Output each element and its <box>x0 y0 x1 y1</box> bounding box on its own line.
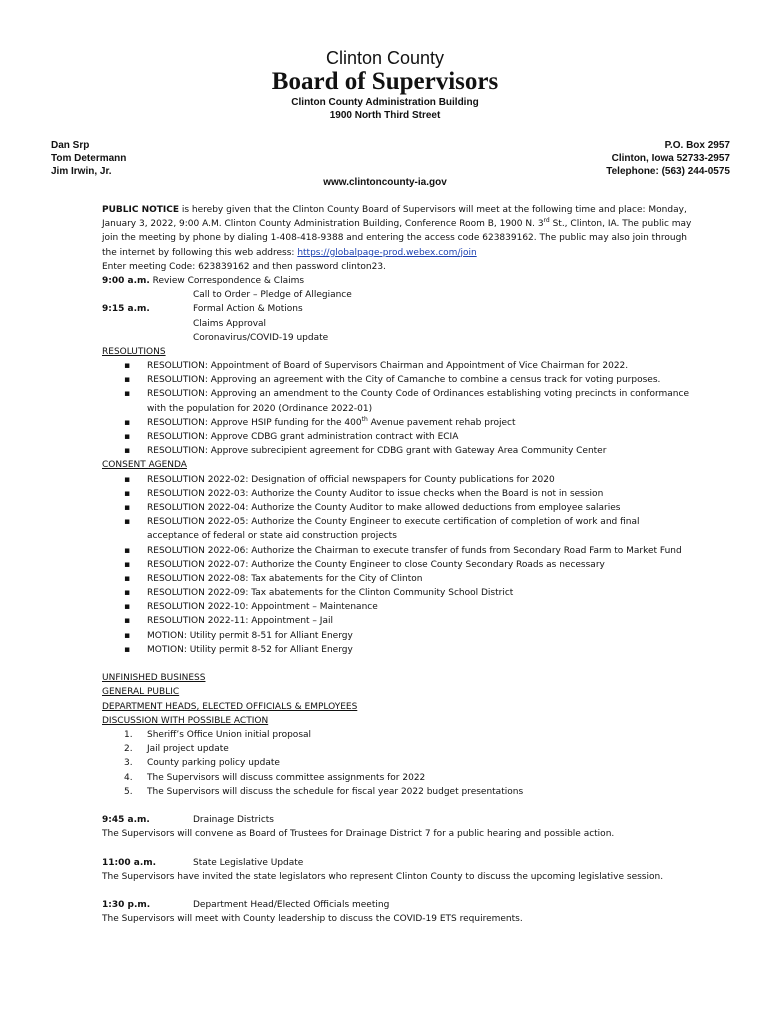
agenda-body <box>102 203 722 927</box>
list-item: ▪ MOTION: Utility permit 8-52 for Alliant Energy <box>102 643 722 657</box>
drainage-desc: The Supervisors will convene as Board of Trustees for Drainage District 7 for a public hearing and possible action. <box>102 829 615 840</box>
list-item: ▪ RESOLUTION: Approve subrecipient agreement for CDBG grant with Gateway Area Community Center <box>102 444 722 458</box>
list-item: ▪ RESOLUTION 2022-09: Tax abatements for the Clinton Community School District <box>102 586 722 600</box>
member-name: Tom Determann <box>51 153 127 164</box>
bullet-icon: ▪ <box>124 432 131 442</box>
list-item: 5. The Supervisors will discuss the schedule for fiscal year 2022 budget presentations <box>124 786 524 797</box>
bullet-icon: ▪ <box>124 588 131 599</box>
list-item: ▪ RESOLUTION 2022-11: Appointment – Jail <box>102 614 722 628</box>
list-item: ▪ RESOLUTION: Approving an amendment to the County Code of Ordinances establishing voting precincts in conformance <box>102 387 722 401</box>
schedule-claims: Claims Approval <box>193 318 267 329</box>
bullet-icon: ▪ <box>124 502 131 513</box>
list-item: ▪ RESOLUTION 2022-08: Tax abatements for the City of Clinton <box>102 572 722 586</box>
supervisor-list <box>51 139 126 178</box>
bullet-icon: ▪ <box>124 517 131 528</box>
notice-line: the internet by following this web address: https://globalpage-prod.webex.com/join <box>102 247 477 258</box>
bullet-icon: ▪ <box>124 361 131 372</box>
list-item-continued: acceptance of federal or state aid construction projects <box>147 531 397 542</box>
bullet-icon: ▪ <box>124 389 131 400</box>
bullet-icon: ▪ <box>124 644 131 655</box>
dept-heads-heading: DEPARTMENT HEADS, ELECTED OFFICIALS & EMPLOYEES <box>102 701 358 712</box>
bullet-icon: ▪ <box>124 573 131 584</box>
bullet-icon: ▪ <box>124 630 131 641</box>
member-name: Dan Srp <box>51 140 90 151</box>
list-item: ▪ RESOLUTION 2022-05: Authorize the County Engineer to execute certification of completion of work and final <box>102 515 722 529</box>
list-item: ▪ RESOLUTION: Approve HSIP funding for the 400th Avenue pavement rehab project <box>102 416 722 430</box>
list-item: ▪ RESOLUTION 2022-03: Authorize the County Auditor to issue checks when the Board is not in session <box>102 487 722 501</box>
resolutions-heading: RESOLUTIONS <box>102 346 166 357</box>
list-item-continued: with the population for 2020 (Ordinance 2022-01) <box>147 403 373 414</box>
list-item: ▪ RESOLUTION 2022-07: Authorize the County Engineer to close County Secondary Roads as necessary <box>102 558 722 572</box>
legislative-desc: The Supervisors have invited the state legislators who represent Clinton County to discuss the upcoming legislative session. <box>102 871 664 882</box>
notice-line: join the meeting by phone by dialing 1-408-418-9388 and entering the access code 623839162. The public may also join through <box>102 233 688 244</box>
list-item: ▪ RESOLUTION 2022-10: Appointment – Maintenance <box>102 600 722 614</box>
schedule-945: 9:45 a.m. Drainage Districts <box>102 815 274 826</box>
bullet-icon: ▪ <box>124 446 131 457</box>
schedule-915: 9:15 a.m. Formal Action & Motions <box>102 304 303 315</box>
list-item: ▪ MOTION: Utility permit 8-51 for Alliant Energy <box>102 629 722 643</box>
notice-line: January 3, 2022, 9:00 A.M. Clinton County Administration Building, Conference Room B, 1900 N. 3rd St., Clinton, IA. The public may <box>102 217 692 230</box>
list-item: ▪ RESOLUTION 2022-02: Designation of official newspapers for County publications for 2020 <box>102 473 722 487</box>
list-item: 3. County parking policy update <box>124 758 280 769</box>
dept-meeting-desc: The Supervisors will meet with County leadership to discuss the COVID-19 ETS requirements. <box>102 914 523 925</box>
schedule-call: Call to Order – Pledge of Allegiance <box>193 290 352 301</box>
discussion-heading: DISCUSSION WITH POSSIBLE ACTION <box>102 715 269 726</box>
website: www.clintoncounty-ia.gov <box>323 177 447 188</box>
consent-heading: CONSENT AGENDA <box>102 460 187 471</box>
street-address: 1900 North Third Street <box>329 110 441 121</box>
bullet-icon: ▪ <box>124 417 131 428</box>
list-item: 4. The Supervisors will discuss committee assignments for 2022 <box>124 772 426 783</box>
list-item: ▪ RESOLUTION 2022-04: Authorize the County Auditor to make allowed deductions from employee salaries <box>102 501 722 515</box>
list-item: 2. Jail project update <box>124 744 229 755</box>
contact-block <box>606 139 730 178</box>
schedule-1100: 11:00 a.m. State Legislative Update <box>102 857 304 868</box>
bullet-icon: ▪ <box>124 559 131 570</box>
list-item: ▪ RESOLUTION: Approve CDBG grant administration contract with ECIA <box>102 430 722 444</box>
webex-link[interactable]: https://globalpage-prod.webex.com/join <box>297 247 477 258</box>
bullet-icon: ▪ <box>124 602 131 613</box>
meeting-code: Enter meeting Code: 623839162 and then password clinton23. <box>102 261 386 272</box>
member-name: Jim Irwin, Jr. <box>51 166 112 177</box>
bullet-icon: ▪ <box>124 375 131 386</box>
board-title: Board of Supervisors <box>271 68 499 95</box>
notice-lead: PUBLIC NOTICE <box>102 205 180 215</box>
bullet-icon: ▪ <box>124 616 131 627</box>
telephone: Telephone: (563) 244-0575 <box>606 166 730 177</box>
city-zip: Clinton, Iowa 52733-2957 <box>611 153 730 164</box>
county-name: Clinton County <box>325 48 445 68</box>
list-item: ▪ RESOLUTION: Appointment of Board of Supervisors Chairman and Appointment of Vice Chairman for 2022. <box>102 359 722 373</box>
general-public-heading: GENERAL PUBLIC <box>102 687 180 698</box>
unfinished-heading: UNFINISHED BUSINESS <box>102 673 206 684</box>
building-name: Clinton County Administration Building <box>291 97 479 108</box>
schedule-900: 9:00 a.m. Review Correspondence & Claims <box>102 275 305 286</box>
bullet-icon: ▪ <box>124 474 131 485</box>
po-box: P.O. Box 2957 <box>664 140 730 151</box>
list-item: 1. Sheriff’s Office Union initial proposal <box>124 729 312 740</box>
bullet-icon: ▪ <box>124 488 131 499</box>
notice-line: PUBLIC NOTICE is hereby given that the Clinton County Board of Supervisors will meet at the following time and place: Monday, <box>102 205 687 215</box>
schedule-130: 1:30 p.m. Department Head/Elected Officials meeting <box>102 900 390 911</box>
schedule-covid: Coronavirus/COVID-19 update <box>193 332 329 343</box>
list-item: ▪ RESOLUTION 2022-06: Authorize the Chairman to execute transfer of funds from Secondary Road Farm to Market Fund <box>102 544 722 558</box>
bullet-icon: ▪ <box>124 545 131 556</box>
list-item: ▪ RESOLUTION: Approving an agreement with the City of Camanche to combine a census track for voting purposes. <box>102 373 722 387</box>
